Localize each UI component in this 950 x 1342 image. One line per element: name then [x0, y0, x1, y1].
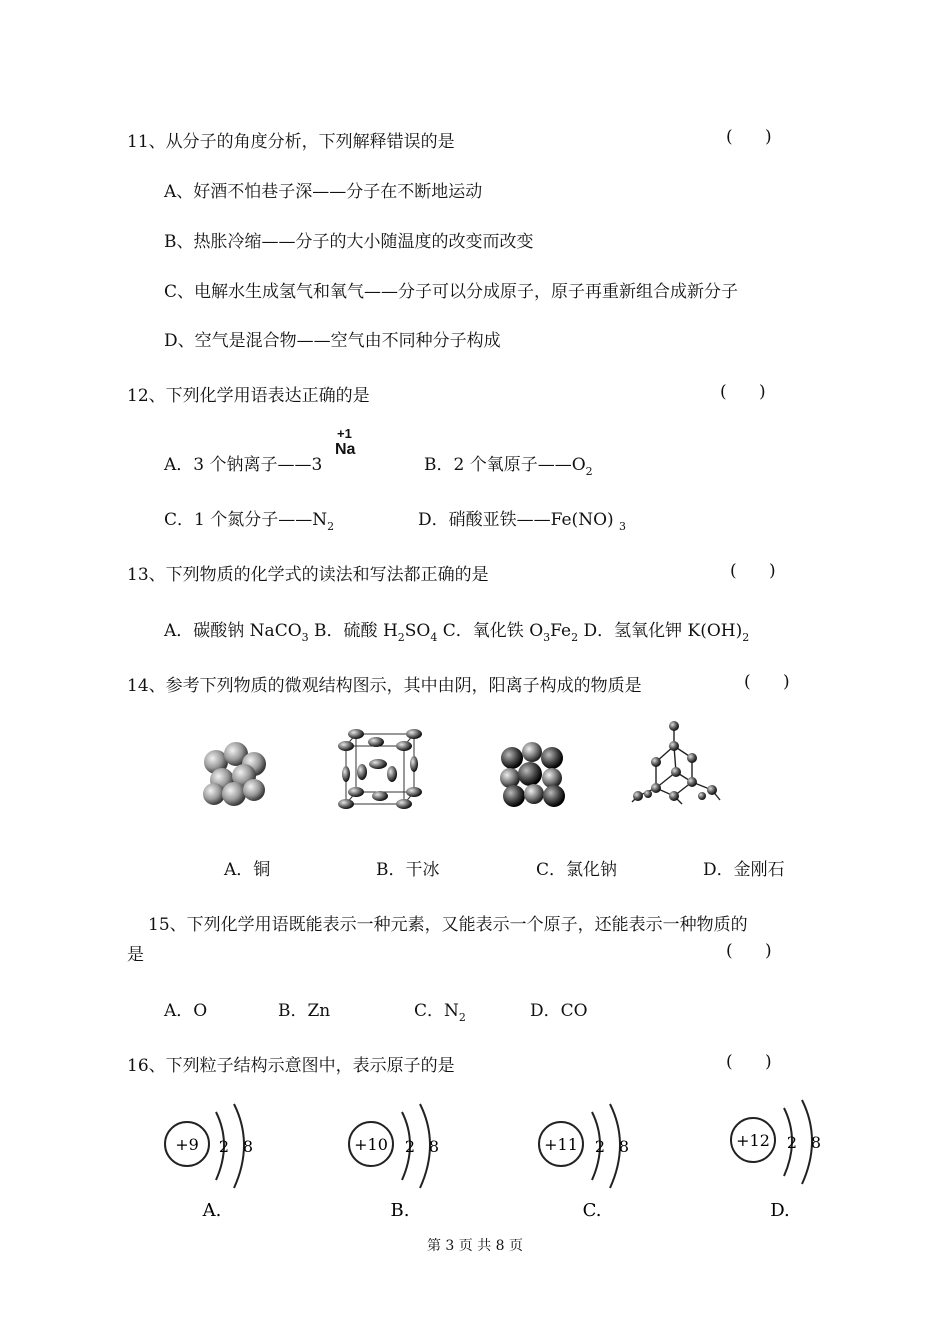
q15-answer-paren: ( ) [726, 941, 772, 961]
atom-c-shell1: 2 [594, 1137, 606, 1156]
q14-option-a: A．铜 [224, 860, 271, 880]
atom-a-nucleus: +9 [175, 1135, 199, 1154]
q12-option-d [418, 505, 626, 533]
q16-answer-paren: ( ) [726, 1052, 772, 1072]
q13-option-c-sub1: 3 [543, 631, 551, 644]
q15-stem: 15、下列化学用语既能表示一种元素，又能表示一个原子，还能表示一种物质的 [148, 915, 748, 935]
atom-d-shell2: 8 [810, 1133, 822, 1152]
q13-option-d: D．氢氧化钾 K(OH) [578, 621, 743, 641]
copper-structure-image [198, 740, 270, 808]
atom-d-label: D. [770, 1200, 790, 1221]
q15-option-c-sub: 2 [458, 1011, 466, 1024]
q13-option-b-sub2: 4 [430, 631, 438, 644]
q12-option-b-text: B．2 个氧原子——O [424, 455, 586, 475]
q14-option-b: B．干冰 [376, 860, 440, 880]
q12-option-c [164, 505, 334, 533]
atom-d-shell1: 2 [786, 1133, 798, 1152]
q14-answer-paren: ( ) [744, 672, 790, 692]
q12-option-a-charge: +1 [337, 426, 352, 441]
atom-b-shell1: 2 [404, 1137, 416, 1156]
q11-option-a: A、好酒不怕巷子深——分子在不断地运动 [164, 182, 483, 202]
atom-diagram-a [158, 1098, 268, 1224]
atom-diagram-c [534, 1098, 644, 1224]
atom-diagram-d [726, 1094, 836, 1224]
q13-options [164, 616, 749, 644]
atom-b-shell2: 8 [428, 1137, 440, 1156]
atom-c-label: C. [582, 1200, 602, 1221]
atom-c-shell2: 8 [618, 1137, 630, 1156]
q13-option-b-part2: SO [404, 621, 431, 641]
q15-option-b: B．Zn [278, 1001, 331, 1021]
atom-b-nucleus: +10 [354, 1135, 388, 1154]
q15-option-c-text: C．N [414, 1001, 459, 1021]
q12-answer-paren: ( ) [720, 382, 766, 402]
q15-option-c [414, 996, 466, 1024]
atom-d-nucleus: +12 [736, 1131, 770, 1150]
q12-option-c-text: C．1 个氮分子——N [164, 510, 328, 530]
q12-option-a-text: A．3 个钠离子——3 [164, 455, 323, 475]
q14-stem: 14、参考下列物质的微观结构图示，其中由阴，阳离子构成的物质是 [127, 676, 642, 696]
q12-option-d-text: D．硝酸亚铁——Fe(NO) [418, 510, 614, 530]
q15-stem-continued: 是 [127, 945, 144, 965]
q13-option-b: B．硫酸 H [308, 621, 398, 641]
q12-option-b [424, 450, 593, 478]
q11-option-d: D、空气是混合物——空气由不同种分子构成 [164, 331, 501, 351]
atom-diagram-b [344, 1098, 454, 1224]
q13-option-a: A．碳酸钠 NaCO [164, 621, 302, 641]
q15-option-a: A．O [164, 1001, 208, 1021]
q12-option-a [164, 450, 322, 475]
q11-option-b: B、热胀冷缩——分子的大小随温度的改变而改变 [164, 232, 534, 252]
q13-option-c: C．氧化铁 O [437, 621, 544, 641]
q11-option-c: C、电解水生成氢气和氧气——分子可以分成原子，原子再重新组合成新分子 [164, 282, 739, 302]
q13-answer-paren: ( ) [730, 561, 776, 581]
q13-stem: 13、下列物质的化学式的读法和写法都正确的是 [127, 565, 489, 585]
q14-option-d: D．金刚石 [703, 860, 785, 880]
atom-b-label: B. [390, 1200, 410, 1221]
q12-option-a-symbol: Na [335, 441, 356, 458]
q11-stem: 11、从分子的角度分析，下列解释错误的是 [127, 132, 455, 152]
diamond-structure-image [626, 718, 726, 810]
q13-option-d-sub: 2 [742, 631, 750, 644]
q15-option-d: D．CO [530, 1001, 588, 1021]
q13-option-c-part2: Fe [550, 621, 572, 641]
q11-answer-paren: ( ) [726, 127, 772, 147]
q16-stem: 16、下列粒子结构示意图中，表示原子的是 [127, 1056, 455, 1076]
q12-option-c-sub: 2 [327, 520, 335, 533]
page-footer: 第 3 页 共 8 页 [426, 1238, 524, 1254]
q13-option-a-sub: 3 [301, 631, 309, 644]
q12-option-b-sub: 2 [585, 465, 593, 478]
q13-option-b-sub1: 2 [397, 631, 405, 644]
q12-option-d-sub: 3 [619, 520, 627, 533]
atom-a-shell2: 8 [242, 1137, 254, 1156]
q14-option-c: C．氯化钠 [536, 860, 618, 880]
dry-ice-structure-image [332, 722, 424, 814]
q13-option-c-sub2: 2 [571, 631, 579, 644]
atom-a-label: A. [202, 1200, 222, 1221]
atom-c-nucleus: +11 [544, 1135, 578, 1154]
sodium-chloride-structure-image [496, 738, 568, 810]
q12-stem: 12、下列化学用语表达正确的是 [127, 386, 370, 406]
atom-a-shell1: 2 [218, 1137, 230, 1156]
